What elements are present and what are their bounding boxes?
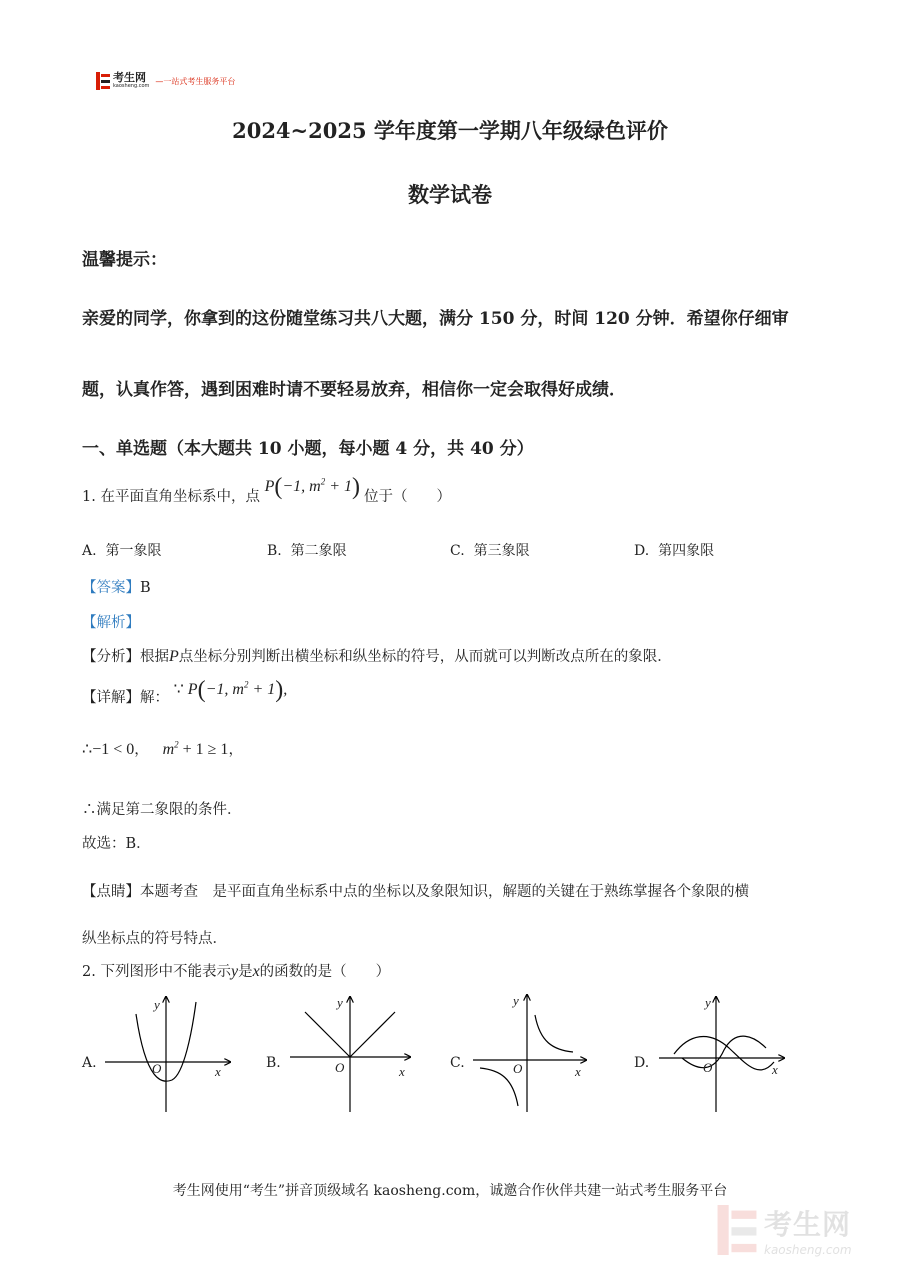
q2-graph-a[interactable] <box>100 992 235 1117</box>
q2-graph-c[interactable] <box>468 990 593 1115</box>
q1-detail: 【详解】解： ∵ P(−1, $m^2 + 1$), <box>82 677 288 706</box>
graph-d-y: y <box>705 995 711 1010</box>
q1-suffix: 位于（ ） <box>364 489 451 505</box>
graph-a-y: y <box>154 997 160 1012</box>
notice-line-1: 亲爱的同学，你拿到的这份随堂练习共八大题，满分 150 分，时间 120 分钟．希望你仔细审 <box>82 309 789 329</box>
kaosheng-logo-icon <box>96 72 110 90</box>
q1-option-a[interactable]: A. 第一象限 <box>82 543 162 559</box>
q1-dianjing-2: 纵坐标点的符号特点． <box>82 931 227 947</box>
graph-d-x: x <box>772 1062 778 1077</box>
logo-url: kaosheng.com <box>113 83 150 89</box>
section-heading: 一、单选题（本大题共 10 小题，每小题 4 分，共 40 分） <box>82 439 534 459</box>
q1-option-b[interactable]: B. 第二象限 <box>267 543 347 559</box>
graph-c-y: y <box>513 993 519 1008</box>
footer-text: 考生网使用“考生”拼音顶级域名 kaosheng.com，诚邀合作伙伴共建一站式考生服务平台 <box>172 1183 728 1199</box>
graph-a-origin: O <box>152 1061 162 1076</box>
question-1 <box>82 474 451 511</box>
graph-b-origin: O <box>335 1060 345 1075</box>
notice-heading: 温馨提示： <box>82 250 167 270</box>
graph-c-x: x <box>575 1064 581 1079</box>
q2-option-a-label[interactable]: A. <box>82 1055 97 1071</box>
graph-c-origin: O <box>513 1061 523 1076</box>
answer-tag: 【答案】 <box>82 580 140 596</box>
watermark-url: kaosheng.com <box>764 1243 852 1257</box>
logo-text: 考生网 <box>113 71 146 84</box>
q1-detail-math: ∵ P(−1, $m^2 + 1$), <box>173 677 288 703</box>
q1-prefix: 1. 在平面直角坐标系中，点 <box>82 489 260 505</box>
header-logo <box>96 72 235 90</box>
watermark-logo-icon <box>716 1205 758 1255</box>
notice-line-2: 题，认真作答，遇到困难时请不要轻易放弃，相信你一定会取得好成绩． <box>82 380 626 400</box>
graph-a-x: x <box>215 1064 221 1079</box>
graph-b-x: x <box>399 1064 405 1079</box>
analysis-tag: 【解析】 <box>82 615 140 631</box>
q1-point: P(−1, $m^2 + 1$) <box>264 474 360 500</box>
q1-inequalities: ∴−1 < 0， $m^2 + 1 \ge 1$， <box>82 739 243 758</box>
watermark-text: 考生网 <box>764 1208 852 1241</box>
watermark <box>716 1203 852 1257</box>
q2-graph-b[interactable] <box>285 992 415 1117</box>
page-title: 2024~2025 学年度第一学期八年级绿色评价 <box>232 118 668 143</box>
q2-option-d-label[interactable]: D. <box>634 1055 650 1071</box>
graph-d-origin: O <box>703 1060 713 1075</box>
question-2: 2. 下列图形中不能表示y是x的函数的是（ ） <box>82 963 391 980</box>
q2-option-c-label[interactable]: C. <box>450 1055 465 1071</box>
q1-answer: 【答案】B <box>82 580 151 596</box>
q1-dianjing: 【点睛】本题考查 是平面直角坐标系中点的坐标以及象限知识，解题的关键在于熟练掌握各个象限的横 <box>82 884 749 900</box>
page-subtitle: 数学试卷 <box>408 182 492 207</box>
q1-conclude: ∴满足第二象限的条件． <box>82 802 242 818</box>
q1-option-d[interactable]: D. 第四象限 <box>634 543 715 559</box>
q1-fenxi: 【分析】根据P点坐标分别判断出横坐标和纵坐标的符号，从而就可以判断改点所在的象限． <box>82 648 672 665</box>
q2-graph-d[interactable] <box>654 992 789 1117</box>
q1-option-c[interactable]: C. 第三象限 <box>450 543 530 559</box>
q2-option-b-label[interactable]: B. <box>266 1055 281 1071</box>
logo-slogan: —一站式考生服务平台 <box>155 76 236 86</box>
q1-choose: 故选：B． <box>82 836 151 852</box>
graph-b-y: y <box>337 995 343 1010</box>
